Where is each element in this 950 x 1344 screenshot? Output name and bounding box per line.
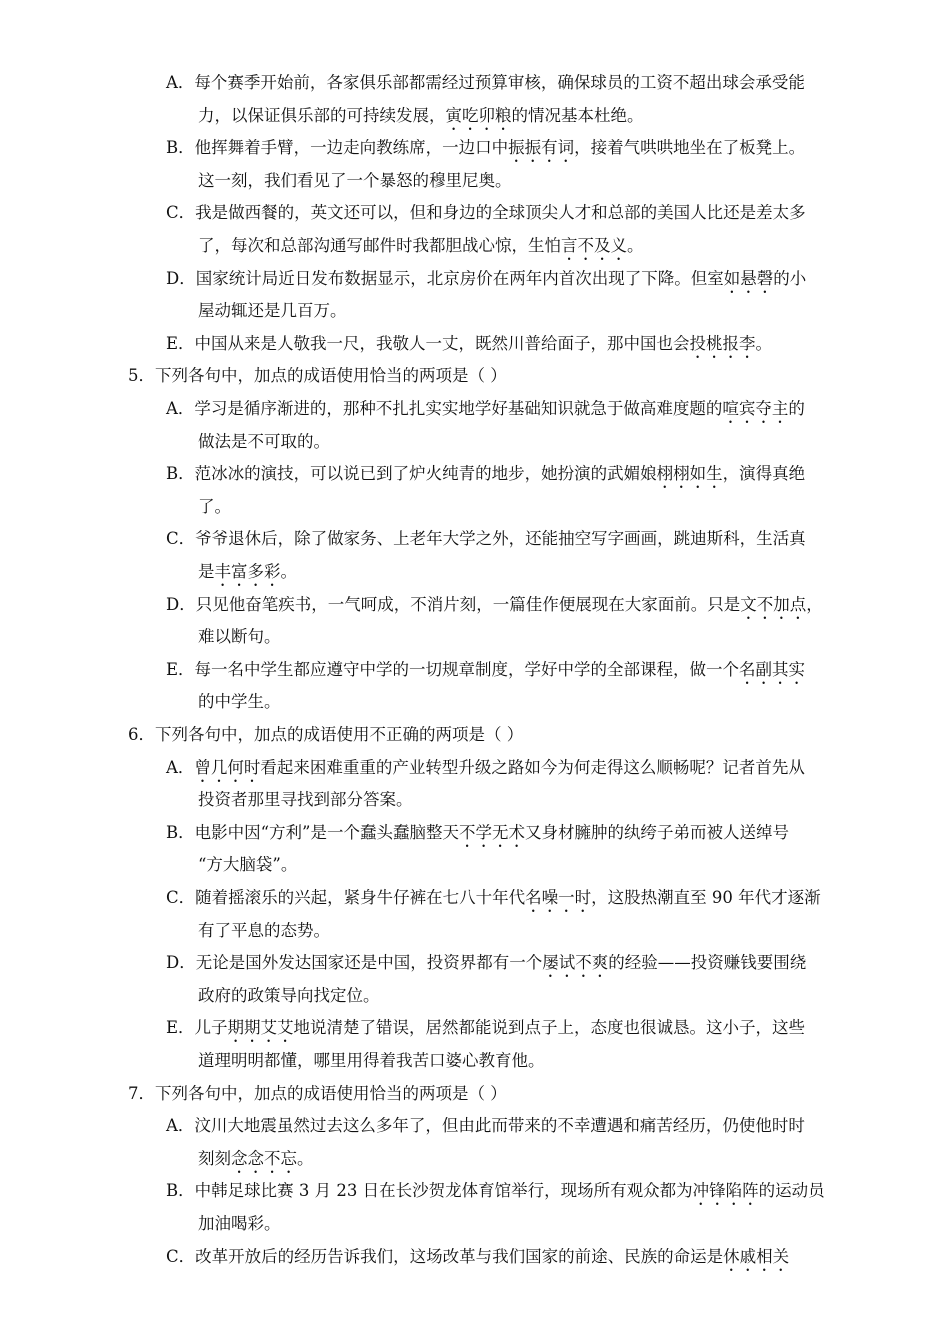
option-continuation-line bbox=[198, 496, 231, 518]
option-continuation-line bbox=[198, 691, 281, 713]
question-stem bbox=[128, 724, 523, 746]
text-segment: 刻刻 bbox=[198, 1148, 231, 1168]
option-continuation-line bbox=[198, 789, 413, 811]
emphasized-idiom: 休戚相关 bbox=[723, 1246, 790, 1266]
option-line bbox=[166, 333, 772, 362]
option-line bbox=[166, 594, 823, 623]
text-segment: 道理明明都懂，哪里用得着我苦口婆心教育他。 bbox=[198, 1051, 545, 1070]
text-segment: 难以断句。 bbox=[198, 627, 281, 647]
text-segment: 了。 bbox=[198, 496, 231, 516]
emphasized-idiom: 期期艾艾 bbox=[227, 1018, 294, 1038]
option-continuation-line bbox=[198, 1213, 281, 1235]
emphasized-idiom: 言不及义 bbox=[561, 236, 627, 255]
emphasized-idiom: 不学无术 bbox=[459, 822, 525, 842]
text-segment: 地说清楚了错误，居然都能说到点子上，态度也很诚恳。这小子，这些 bbox=[293, 1018, 806, 1038]
text-segment: ，这股热潮直至 90 年代才逐渐 bbox=[591, 888, 821, 907]
text-segment: 7．下列各句中，加点的成语使用恰当的两项是（ ） bbox=[128, 1083, 507, 1103]
text-segment: A． bbox=[166, 757, 195, 777]
text-segment: 了，每次和总部沟通写邮件时我都胆战心惊，生怕 bbox=[198, 236, 561, 255]
text-segment: E．儿子 bbox=[166, 1018, 228, 1038]
text-segment: B．电影中因“方利”是一个蠢头蠢脑整天 bbox=[166, 822, 459, 842]
emphasized-idiom: 冲锋陷阵 bbox=[692, 1181, 759, 1201]
text-segment: 的小 bbox=[773, 268, 807, 288]
text-segment: 6．下列各句中，加点的成语使用不正确的两项是（ ） bbox=[128, 725, 524, 744]
option-line bbox=[166, 659, 805, 688]
text-segment: E．中国从来是人敬我一尺，我敬人一丈，既然川普给面子，那中国也会 bbox=[166, 333, 690, 353]
text-segment: 的情况基本杜绝。 bbox=[511, 105, 644, 125]
text-segment: E．每一名中学生都应遵守中学的一切规章制度，学好中学的全部课程，做一个 bbox=[166, 659, 740, 679]
option-continuation-line bbox=[198, 105, 644, 134]
text-segment: 又身材臃肿的纨绔子弟而被人送绰号 bbox=[525, 822, 789, 842]
option-continuation-line bbox=[198, 1050, 545, 1072]
text-segment: ，演得真绝 bbox=[722, 464, 806, 484]
option-line bbox=[166, 268, 806, 297]
text-segment: “方大脑袋”。 bbox=[198, 855, 298, 875]
text-segment: A．汶川大地震虽然过去这么多年了，但由此而带来的不幸遭遇和痛苦经历，仍使他时时 bbox=[166, 1116, 805, 1136]
option-continuation-line bbox=[198, 300, 347, 322]
text-segment: 是 bbox=[198, 562, 215, 581]
option-continuation-line bbox=[198, 985, 380, 1007]
text-segment: 屋动辄还是几百万。 bbox=[198, 301, 347, 321]
emphasized-idiom: 念念不忘 bbox=[231, 1148, 297, 1168]
text-segment: 做法是不可取的。 bbox=[198, 431, 330, 451]
emphasized-idiom: 文不加点 bbox=[740, 594, 807, 614]
text-segment: D．只见他奋笔疾书，一气呵成，不消片刻，一篇佳作便展现在大家面前。只是 bbox=[166, 594, 741, 614]
emphasized-idiom: 名噪一时 bbox=[525, 888, 592, 907]
option-line bbox=[166, 1180, 825, 1209]
text-segment: 看起来困难重重的产业转型升级之路如今为何走得这么顺畅呢？记者首先从 bbox=[260, 757, 805, 777]
emphasized-idiom: 丰富多彩 bbox=[214, 562, 281, 581]
text-segment: 政府的政策导向找定位。 bbox=[198, 985, 380, 1005]
text-segment: 的运动员 bbox=[758, 1181, 825, 1201]
emphasized-idiom: 名副其实 bbox=[739, 659, 806, 679]
option-continuation-line bbox=[198, 626, 281, 648]
option-continuation-line bbox=[198, 170, 512, 192]
question-stem bbox=[128, 1083, 507, 1105]
text-segment: B．中韩足球比赛 3 月 23 日在长沙贺龙体育馆举行，现场所有观众都为 bbox=[166, 1181, 693, 1201]
option-line bbox=[166, 463, 805, 492]
text-segment: 的中学生。 bbox=[198, 692, 281, 712]
text-segment: A．学习是循序渐进的，那种不扎扎实实地学好基础知识就急于做高难度题的 bbox=[166, 399, 723, 418]
option-continuation-line bbox=[198, 431, 330, 453]
option-line bbox=[166, 72, 805, 94]
text-segment: 5．下列各句中，加点的成语使用恰当的两项是（ ） bbox=[128, 366, 507, 386]
option-line bbox=[166, 398, 805, 427]
option-line bbox=[166, 1115, 805, 1137]
option-continuation-line bbox=[198, 920, 330, 942]
option-line bbox=[166, 887, 821, 916]
emphasized-idiom: 屡试不爽 bbox=[542, 953, 609, 973]
text-segment: 投资者那里寻找到部分答案。 bbox=[198, 790, 413, 810]
text-segment: 加油喝彩。 bbox=[198, 1214, 281, 1233]
text-segment: C．改革开放后的经历告诉我们，这场改革与我们国家的前途、民族的命运是 bbox=[166, 1246, 724, 1266]
emphasized-idiom: 寅吃卯粮 bbox=[445, 105, 512, 125]
emphasized-idiom: 栩栩如生 bbox=[656, 464, 723, 484]
option-line bbox=[166, 952, 806, 981]
option-line bbox=[166, 1017, 805, 1046]
text-segment: ，接着气哄哄地坐在了板凳上。 bbox=[574, 138, 806, 158]
text-segment: B．范冰冰的演技，可以说已到了炉火纯青的地步，她扮演的武媚娘 bbox=[166, 464, 657, 484]
text-segment: 。 bbox=[627, 236, 644, 255]
emphasized-idiom: 振振有词 bbox=[508, 138, 575, 158]
text-segment: C．爷爷退休后，除了做家务、上老年大学之外，还能抽空写字画画，跳迪斯科，生活真 bbox=[166, 529, 806, 549]
option-line bbox=[166, 137, 805, 166]
text-segment: 的经验——投资赚钱要围绕 bbox=[608, 953, 807, 973]
emphasized-idiom: 投桃报李 bbox=[689, 333, 756, 353]
option-continuation-line bbox=[198, 235, 644, 264]
option-line bbox=[166, 202, 806, 224]
text-segment: 有了平息的态势。 bbox=[198, 920, 330, 940]
option-continuation-line bbox=[198, 1148, 314, 1177]
option-line bbox=[166, 822, 789, 851]
text-segment: C．我是做西餐的，英文还可以，但和身边的全球顶尖人才和总部的美国人比还是差太多 bbox=[166, 203, 806, 223]
text-segment: 这一刻，我们看见了一个暴怒的穆里尼奥。 bbox=[198, 170, 512, 190]
option-line bbox=[166, 757, 805, 786]
text-segment: D．国家统计局近日发布数据显示，北京房价在两年内首次出现了下降。但室 bbox=[166, 268, 724, 288]
option-continuation-line bbox=[198, 854, 297, 876]
emphasized-idiom: 曾几何时 bbox=[194, 757, 261, 777]
option-line bbox=[166, 528, 806, 550]
emphasized-idiom: 喧宾夺主 bbox=[722, 399, 789, 418]
text-segment: 力，以保证俱乐部的可持续发展， bbox=[198, 105, 446, 125]
text-segment: 。 bbox=[297, 1148, 314, 1168]
text-segment: 。 bbox=[755, 333, 773, 353]
text-segment: D．无论是国外发达国家还是中国，投资界都有一个 bbox=[166, 953, 543, 973]
emphasized-idiom: 如悬磬 bbox=[723, 268, 774, 288]
option-continuation-line bbox=[198, 561, 297, 590]
text-segment: 的 bbox=[788, 399, 805, 418]
text-segment: B．他挥舞着手臂，一边走向教练席，一边口中 bbox=[166, 138, 509, 158]
option-line bbox=[166, 1246, 789, 1275]
text-segment: A．每个赛季开始前，各家俱乐部都需经过预算审核，确保球员的工资不超出球会承受能 bbox=[166, 73, 805, 92]
text-segment: ， bbox=[806, 594, 823, 614]
text-segment: C．随着摇滚乐的兴起，紧身牛仔裤在七八十年代 bbox=[166, 888, 526, 907]
text-segment: 。 bbox=[280, 562, 297, 581]
question-stem bbox=[128, 365, 507, 387]
